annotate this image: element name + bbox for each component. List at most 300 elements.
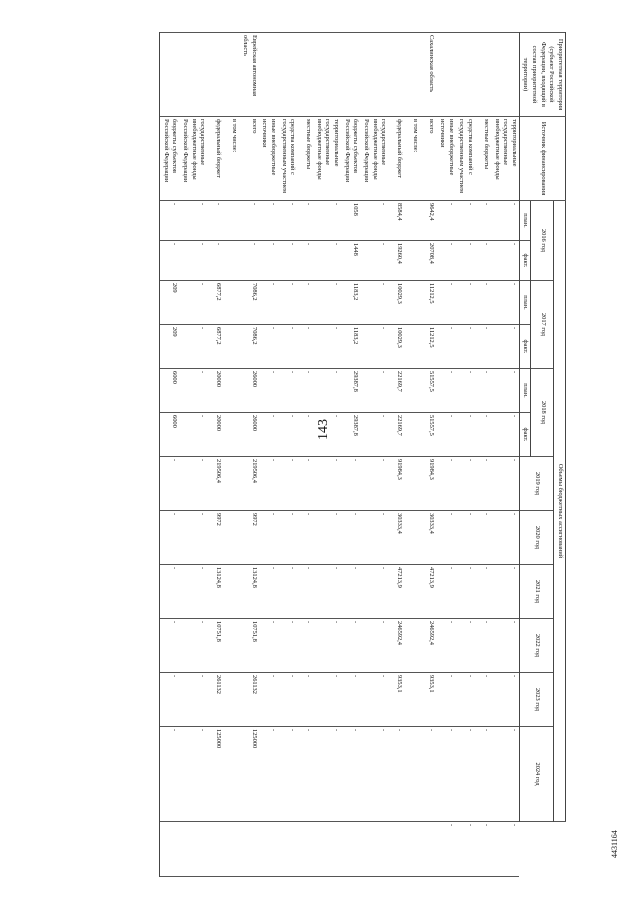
value-cell: 6000 [160, 369, 180, 413]
value-cell: 13124,8 [207, 565, 223, 619]
header-territory: Приоритетная территория (субъект Российской Федерации, входящий в состав приоритетной территории) [519, 33, 565, 117]
territory-cell: Еврейская автономная область [239, 33, 258, 117]
value-cell [404, 413, 420, 457]
value-cell: 91984,3 [388, 457, 404, 511]
value-cell: 26000 [239, 413, 258, 457]
value-cell [313, 822, 341, 877]
header-2023: 2023 год [519, 673, 554, 727]
source-cell: иные внебюджетные источники [436, 117, 455, 201]
value-cell: - [341, 565, 360, 619]
territory-cell [297, 33, 313, 117]
value-cell: - [475, 369, 491, 413]
value-cell: - [475, 822, 491, 877]
value-cell: - [456, 241, 475, 281]
value-cell [223, 325, 239, 369]
table-row [259, 33, 278, 877]
value-cell: - [313, 281, 341, 325]
value-cell: - [491, 619, 519, 673]
value-cell: 1448 [341, 241, 360, 281]
value-cell [223, 457, 239, 511]
value-cell: - [259, 673, 278, 727]
table-row [207, 33, 223, 877]
value-cell [404, 673, 420, 727]
value-cell: - [278, 413, 297, 457]
source-cell: бюджеты субъектов Российской Федерации [160, 117, 180, 201]
value-cell: - [297, 565, 313, 619]
value-cell: 6877,2 [207, 281, 223, 325]
value-cell: - [360, 511, 388, 565]
value-cell [341, 822, 360, 877]
value-cell: - [341, 457, 360, 511]
value-cell: - [360, 201, 388, 241]
value-cell: - [436, 281, 455, 325]
value-cell: 29387,8 [341, 413, 360, 457]
header-2020: 2020 год [519, 511, 554, 565]
table-row [475, 33, 491, 877]
territory-cell [456, 33, 475, 117]
value-cell: 9972 [239, 511, 258, 565]
source-cell: государственные внебюджетные фонды Российской Федерации [179, 117, 207, 201]
header-2018: 2018 год [531, 369, 554, 457]
value-cell: - [313, 511, 341, 565]
territory-cell [259, 33, 278, 117]
territory-cell [436, 33, 455, 117]
value-cell: - [179, 619, 207, 673]
value-cell [420, 822, 436, 877]
value-cell: - [436, 325, 455, 369]
value-cell: - [313, 413, 341, 457]
value-cell: - [436, 565, 455, 619]
value-cell: - [259, 325, 278, 369]
table-row [297, 33, 313, 877]
value-cell: - [259, 241, 278, 281]
value-cell: - [297, 673, 313, 727]
header-2016-plan: план. [519, 201, 531, 241]
value-cell: - [259, 281, 278, 325]
value-cell: 22169,7 [388, 413, 404, 457]
value-cell: - [456, 369, 475, 413]
value-cell [404, 457, 420, 511]
value-cell: 6000 [160, 413, 180, 457]
value-cell [223, 413, 239, 457]
value-cell [404, 565, 420, 619]
value-cell: - [259, 369, 278, 413]
value-cell: - [297, 511, 313, 565]
value-cell: 30333,4 [388, 511, 404, 565]
value-cell [223, 369, 239, 413]
territory-cell [179, 33, 207, 117]
source-cell: бюджеты субъектов Российской Федерации [341, 117, 360, 201]
value-cell: - [360, 727, 388, 822]
value-cell: - [179, 201, 207, 241]
value-cell: - [207, 201, 223, 241]
value-cell: - [388, 727, 404, 822]
value-cell: 47213,9 [420, 565, 436, 619]
value-cell [223, 565, 239, 619]
header-2017-fact: факт. [519, 325, 531, 369]
value-cell: - [456, 201, 475, 241]
value-cell: 7086,2 [239, 325, 258, 369]
territory-cell [360, 33, 388, 117]
source-cell: государственные внебюджетные фонды Российской Федерации [360, 117, 388, 201]
table-body [160, 33, 520, 877]
value-cell: - [297, 241, 313, 281]
source-cell: иные внебюджетные источники [259, 117, 278, 201]
value-cell: - [179, 673, 207, 727]
header-2022: 2022 год [519, 619, 554, 673]
value-cell: - [207, 241, 223, 281]
value-cell: - [475, 511, 491, 565]
value-cell: - [420, 727, 436, 822]
value-cell: - [160, 511, 180, 565]
value-cell: - [297, 325, 313, 369]
value-cell: - [259, 565, 278, 619]
value-cell: 11212,5 [420, 281, 436, 325]
value-cell: - [179, 369, 207, 413]
value-cell: 10751,8 [207, 619, 223, 673]
value-cell [404, 369, 420, 413]
value-cell: - [341, 511, 360, 565]
value-cell: - [259, 727, 278, 822]
value-cell [223, 241, 239, 281]
table-header [519, 33, 565, 877]
table-row [436, 33, 455, 877]
header-2017: 2017 год [531, 281, 554, 369]
table-row [404, 33, 420, 877]
table-row [341, 33, 360, 877]
value-cell: - [436, 413, 455, 457]
value-cell [360, 822, 388, 877]
value-cell: 261132 [239, 673, 258, 727]
value-cell: 1183,2 [341, 325, 360, 369]
value-cell: - [360, 281, 388, 325]
value-cell: - [475, 241, 491, 281]
value-cell: 209 [160, 325, 180, 369]
value-cell: - [436, 241, 455, 281]
value-cell: - [491, 325, 519, 369]
header-2018-plan: план. [519, 369, 531, 413]
value-cell: - [179, 281, 207, 325]
value-cell [404, 727, 420, 822]
value-cell: - [475, 619, 491, 673]
header-source: Источник финансирования [519, 117, 565, 201]
value-cell [207, 822, 223, 877]
source-cell: территориальные государственные внебюджетные фонды [491, 117, 519, 201]
value-cell: - [259, 201, 278, 241]
table-row [223, 33, 239, 877]
header-2018-fact: факт. [519, 413, 531, 457]
value-cell: 10029,3 [388, 281, 404, 325]
value-cell: - [491, 822, 519, 877]
value-cell: - [278, 673, 297, 727]
value-cell: 10751,8 [239, 619, 258, 673]
value-cell: - [313, 673, 341, 727]
value-cell: - [278, 201, 297, 241]
value-cell: - [456, 413, 475, 457]
value-cell: - [456, 281, 475, 325]
value-cell: - [160, 727, 180, 822]
value-cell [404, 325, 420, 369]
value-cell: - [160, 241, 180, 281]
value-cell: - [456, 822, 475, 877]
value-cell: - [278, 457, 297, 511]
value-cell: - [297, 281, 313, 325]
table-row [360, 33, 388, 877]
document-code: 4431164 [610, 830, 619, 858]
value-cell: 9642,4 [420, 201, 436, 241]
value-cell: 10029,3 [388, 325, 404, 369]
territory-cell [278, 33, 297, 117]
table-row [179, 33, 207, 877]
value-cell: - [456, 727, 475, 822]
value-cell: 1183,2 [341, 281, 360, 325]
value-cell: - [179, 565, 207, 619]
value-cell [223, 511, 239, 565]
value-cell: - [475, 457, 491, 511]
value-cell: - [259, 457, 278, 511]
value-cell: - [491, 281, 519, 325]
value-cell [404, 619, 420, 673]
value-cell: - [278, 511, 297, 565]
value-cell: - [297, 457, 313, 511]
value-cell: 91984,3 [420, 457, 436, 511]
territory-cell [160, 33, 180, 117]
value-cell: - [360, 619, 388, 673]
value-cell: 26000 [239, 369, 258, 413]
source-cell: всего [420, 117, 436, 201]
value-cell: - [491, 727, 519, 822]
value-cell: - [259, 413, 278, 457]
value-cell: - [239, 201, 258, 241]
value-cell: 209 [160, 281, 180, 325]
value-cell: 9972 [207, 511, 223, 565]
value-cell: - [160, 619, 180, 673]
value-cell: - [278, 727, 297, 822]
territory-cell [388, 33, 404, 117]
value-cell: 1058 [341, 201, 360, 241]
value-cell: - [436, 727, 455, 822]
header-2016-fact: факт. [519, 241, 531, 281]
value-cell: - [475, 201, 491, 241]
source-cell: в том числе: [404, 117, 420, 201]
value-cell: - [179, 325, 207, 369]
value-cell: 9353,1 [420, 673, 436, 727]
value-cell: - [278, 325, 297, 369]
value-cell: - [313, 565, 341, 619]
value-cell: - [491, 457, 519, 511]
value-cell: - [278, 565, 297, 619]
value-cell [297, 822, 313, 877]
value-cell: - [179, 727, 207, 822]
value-cell: 47213,9 [388, 565, 404, 619]
value-cell: - [491, 201, 519, 241]
value-cell: 20000 [207, 413, 223, 457]
value-cell [223, 673, 239, 727]
value-cell [179, 822, 207, 877]
value-cell: - [360, 565, 388, 619]
value-cell: - [456, 673, 475, 727]
value-cell: - [456, 565, 475, 619]
value-cell [223, 822, 239, 877]
value-cell: - [259, 511, 278, 565]
value-cell: - [491, 565, 519, 619]
value-cell: - [297, 727, 313, 822]
value-cell: - [436, 369, 455, 413]
value-cell: - [239, 241, 258, 281]
value-cell: 246592,4 [420, 619, 436, 673]
value-cell: 20708,4 [420, 241, 436, 281]
table-row [456, 33, 475, 877]
territory-cell [341, 33, 360, 117]
value-cell: - [341, 727, 360, 822]
value-cell: 9353,1 [388, 673, 404, 727]
value-cell [259, 822, 278, 877]
value-cell: 19260,4 [388, 241, 404, 281]
value-cell [404, 511, 420, 565]
value-cell: - [278, 619, 297, 673]
value-cell: - [456, 511, 475, 565]
territory-cell [404, 33, 420, 117]
value-cell: - [436, 822, 455, 877]
value-cell: - [436, 511, 455, 565]
value-cell: - [436, 457, 455, 511]
value-cell: - [160, 673, 180, 727]
value-cell: - [297, 619, 313, 673]
value-cell: - [475, 727, 491, 822]
source-cell: всего [239, 117, 258, 201]
value-cell: - [341, 673, 360, 727]
territory-cell [475, 33, 491, 117]
source-cell: местные бюджеты [297, 117, 313, 201]
value-cell: 8584,4 [388, 201, 404, 241]
value-cell: 246592,4 [388, 619, 404, 673]
value-cell: - [456, 457, 475, 511]
source-cell: средства компаний с государственным участием [278, 117, 297, 201]
source-cell: средства компаний с государственным участием [456, 117, 475, 201]
value-cell: - [278, 241, 297, 281]
budget-table [159, 32, 566, 877]
value-cell [404, 201, 420, 241]
value-cell: - [475, 325, 491, 369]
header-2017-plan: план. [519, 281, 531, 325]
table-row [388, 33, 404, 877]
value-cell: 22169,7 [388, 369, 404, 413]
value-cell [404, 281, 420, 325]
territory-cell: Сахалинская область [420, 33, 436, 117]
value-cell: 261132 [207, 673, 223, 727]
value-cell [223, 727, 239, 822]
value-cell: 51557,5 [420, 369, 436, 413]
value-cell: 125000 [239, 727, 258, 822]
source-cell: федеральный бюджет [388, 117, 404, 201]
value-cell: - [491, 511, 519, 565]
value-cell: - [313, 201, 341, 241]
table-row [420, 33, 436, 877]
value-cell: 29387,8 [341, 369, 360, 413]
value-cell: 219506,4 [239, 457, 258, 511]
value-cell: - [491, 369, 519, 413]
table-row [160, 33, 180, 877]
source-cell: территориальные государственные внебюджетные фонды [313, 117, 341, 201]
source-cell: в том числе: [223, 117, 239, 201]
territory-cell [207, 33, 223, 117]
value-cell [223, 619, 239, 673]
value-cell: - [313, 457, 341, 511]
value-cell: - [160, 201, 180, 241]
value-cell: - [297, 369, 313, 413]
value-cell: - [456, 619, 475, 673]
value-cell: 13124,8 [239, 565, 258, 619]
value-cell: - [179, 511, 207, 565]
value-cell: - [491, 241, 519, 281]
value-cell: - [313, 369, 341, 413]
value-cell [404, 822, 420, 877]
value-cell: - [360, 673, 388, 727]
value-cell: - [179, 413, 207, 457]
header-2019: 2019 год [519, 457, 554, 511]
header-2024: 2024 год [519, 727, 554, 822]
value-cell: - [297, 413, 313, 457]
value-cell [160, 822, 180, 877]
value-cell: - [259, 619, 278, 673]
value-cell: - [360, 413, 388, 457]
value-cell [239, 822, 258, 877]
value-cell: 125000 [207, 727, 223, 822]
value-cell: - [360, 457, 388, 511]
value-cell: - [436, 201, 455, 241]
value-cell: - [360, 241, 388, 281]
value-cell [404, 241, 420, 281]
table-row [278, 33, 297, 877]
value-cell: - [313, 619, 341, 673]
value-cell: 7086,2 [239, 281, 258, 325]
value-cell: - [313, 727, 341, 822]
value-cell: 30333,4 [420, 511, 436, 565]
territory-cell [313, 33, 341, 117]
value-cell: - [313, 241, 341, 281]
value-cell: - [160, 457, 180, 511]
value-cell: 6877,2 [207, 325, 223, 369]
header-2021: 2021 год [519, 565, 554, 619]
table-row [313, 33, 341, 877]
value-cell: 20000 [207, 369, 223, 413]
value-cell: - [475, 281, 491, 325]
value-cell [223, 201, 239, 241]
source-cell: федеральный бюджет [207, 117, 223, 201]
value-cell: - [475, 565, 491, 619]
value-cell: 219506,4 [207, 457, 223, 511]
value-cell [388, 822, 404, 877]
territory-cell [223, 33, 239, 117]
value-cell [278, 822, 297, 877]
value-cell: - [475, 673, 491, 727]
header-2016: 2016 год [531, 201, 554, 281]
value-cell: - [278, 281, 297, 325]
rotated-table-container [36, 32, 566, 877]
source-cell: местные бюджеты [475, 117, 491, 201]
value-cell: - [475, 413, 491, 457]
value-cell: 11212,5 [420, 325, 436, 369]
value-cell: - [360, 325, 388, 369]
territory-cell [491, 33, 519, 117]
value-cell: - [297, 201, 313, 241]
value-cell: - [436, 619, 455, 673]
value-cell: - [491, 413, 519, 457]
table-row [239, 33, 258, 877]
value-cell: - [341, 619, 360, 673]
value-cell: - [278, 369, 297, 413]
value-cell: 51557,5 [420, 413, 436, 457]
